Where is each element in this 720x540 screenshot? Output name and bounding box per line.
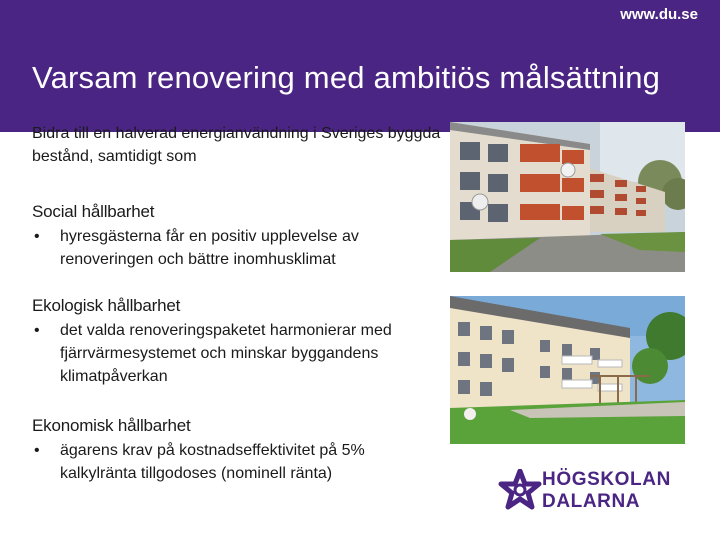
header-banner (0, 0, 720, 132)
intro-block (32, 122, 444, 168)
logo-line-2: DALARNA (542, 491, 641, 512)
bullet-text: hyresgästerna får en positiv upplevelse av renoveringen och bättre inomhusklimat (60, 228, 359, 268)
star-emblem-icon (498, 469, 542, 513)
hogskolan-dalarna-logo (498, 467, 698, 515)
section-heading: Ekonomisk hållbarhet (32, 416, 191, 435)
bullet-symbol: • (34, 322, 40, 339)
site-url: www.du.se (620, 6, 698, 23)
section-heading: Ekologisk hållbarhet (32, 296, 181, 315)
photo-apartment-after (450, 296, 685, 444)
bullet-symbol: • (34, 228, 40, 245)
section-ecological (32, 294, 432, 388)
logo-wordmark (542, 469, 671, 513)
intro-text: Bidra till en halverad energianvändning i Sveriges byggda bestånd, samtidigt som (32, 125, 441, 165)
section-social (32, 200, 432, 271)
bullet-text: det valda renoveringspaketet harmonierar med fjärrvärmesystemet och minskar byggandens klimatpåverkan (60, 322, 392, 385)
bullet-item (32, 225, 432, 271)
section-economic (32, 414, 432, 485)
bullet-item (32, 319, 432, 388)
photo-apartment-before (450, 122, 685, 272)
section-heading: Social hållbarhet (32, 202, 155, 221)
logo-line-1: HÖGSKOLAN (542, 469, 671, 490)
slide-title: Varsam renovering med ambitiös målsättning (32, 60, 661, 95)
bullet-text: ägarens krav på kostnadseffektivitet på 5% kalkylränta tillgodoses (nominell ränta) (60, 442, 365, 482)
bullet-symbol: • (34, 442, 40, 459)
bullet-item (32, 439, 432, 485)
